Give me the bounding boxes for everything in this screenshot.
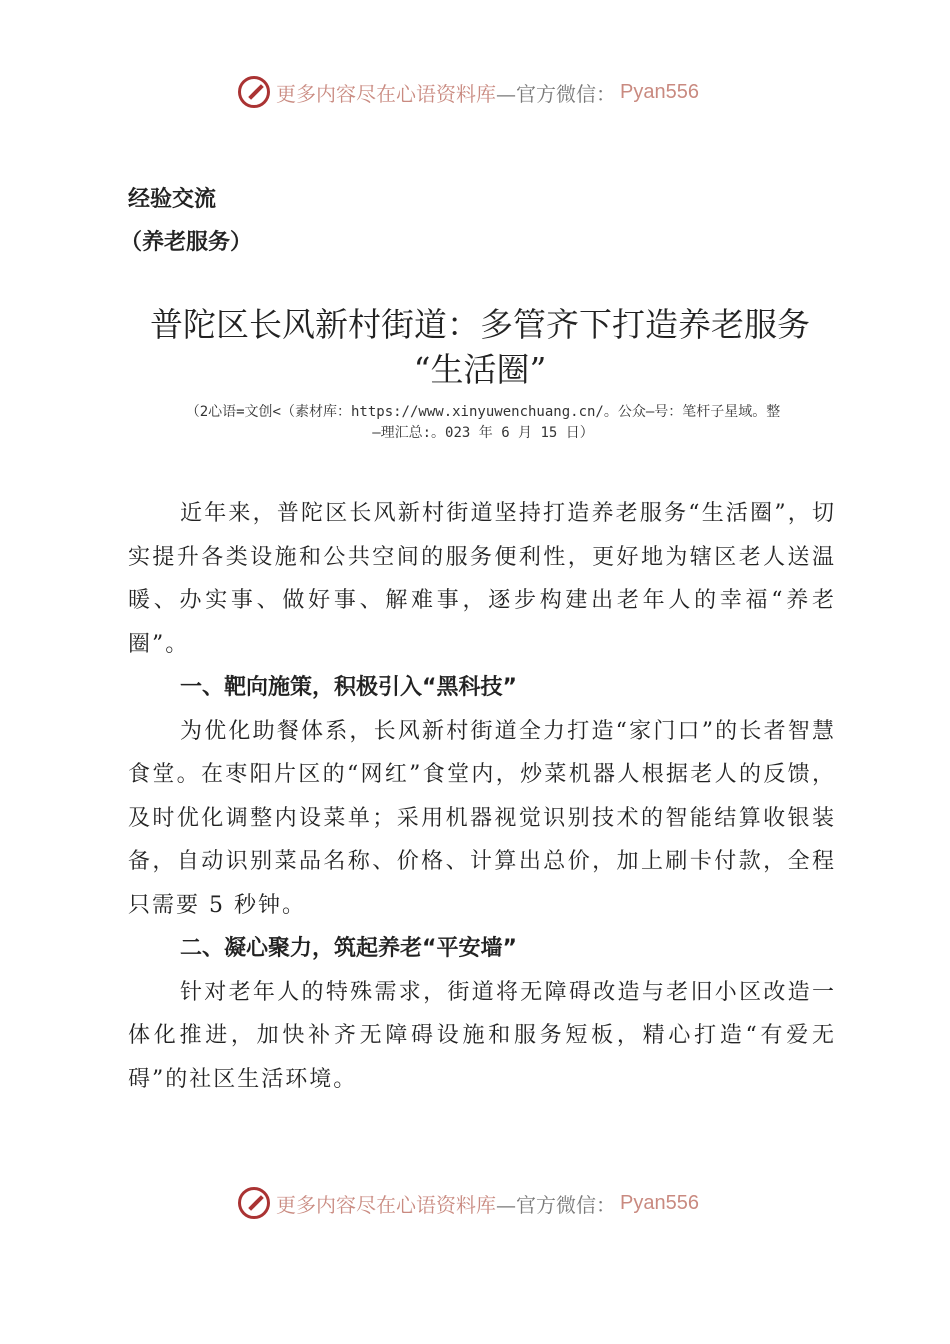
source-note bbox=[128, 402, 838, 444]
category-label: 经验交流 bbox=[128, 187, 217, 212]
section-heading: 二、凝心聚力，筑起养老“平安墙” bbox=[180, 936, 517, 961]
body-text bbox=[128, 492, 836, 1101]
banner-wechat-id: Pyan556 bbox=[620, 1191, 699, 1214]
banner-text: 更多内容尽在心语资料库 bbox=[276, 1192, 496, 1217]
source-line-2: —理汇总:。023 年 6 月 15 日） bbox=[372, 425, 594, 441]
category-sublabel: （养老服务） bbox=[120, 230, 253, 255]
paragraph: 针对老年人的特殊需求，街道将无障碍改造与老旧小区改造一体化推进，加快补齐无障碍设施和服务短板，精心打造“有爱无碍”的社区生活环境。 bbox=[128, 979, 836, 1092]
pen-logo-icon bbox=[238, 1187, 270, 1219]
paragraph: 为优化助餐体系，长风新村街道全力打造“家门口”的长者智慧食堂。在枣阳片区的“网红”食堂内，炒菜机器人根据老人的反馈，及时优化调整内设菜单；采用机器视觉识别技术的智能结算收银装备，自动识别菜品名称、价格、计算出总价，加上刷卡付款，全程只需要 5 秒钟。 bbox=[128, 718, 836, 918]
paragraph: 近年来，普陀区长风新村街道坚持打造养老服务“生活圈”，切实提升各类设施和公共空间的服务便利性，更好地为辖区老人送温暖、办实事、做好事、解难事，逐步构建出老年人的幸福“养老圈”。 bbox=[128, 501, 836, 657]
banner-wechat-label: —官方微信： bbox=[496, 81, 616, 106]
header-banner bbox=[238, 72, 738, 112]
footer-banner bbox=[238, 1183, 738, 1223]
source-line-1: （2心语=文创<（素材库：https://www.xinyuwenchuang.cn/。公众—号：笔杆子星域。整 bbox=[185, 404, 781, 420]
title-line-2: “生活圈” bbox=[413, 350, 547, 389]
document-title bbox=[100, 302, 860, 392]
pen-logo-icon bbox=[238, 76, 270, 108]
banner-wechat-label: —官方微信： bbox=[496, 1192, 616, 1217]
section-heading: 一、靶向施策，积极引入“黑科技” bbox=[180, 675, 517, 700]
banner-text: 更多内容尽在心语资料库 bbox=[276, 81, 496, 106]
banner-wechat-id: Pyan556 bbox=[620, 80, 699, 103]
title-line-1: 普陀区长风新村街道：多管齐下打造养老服务 bbox=[150, 305, 810, 344]
